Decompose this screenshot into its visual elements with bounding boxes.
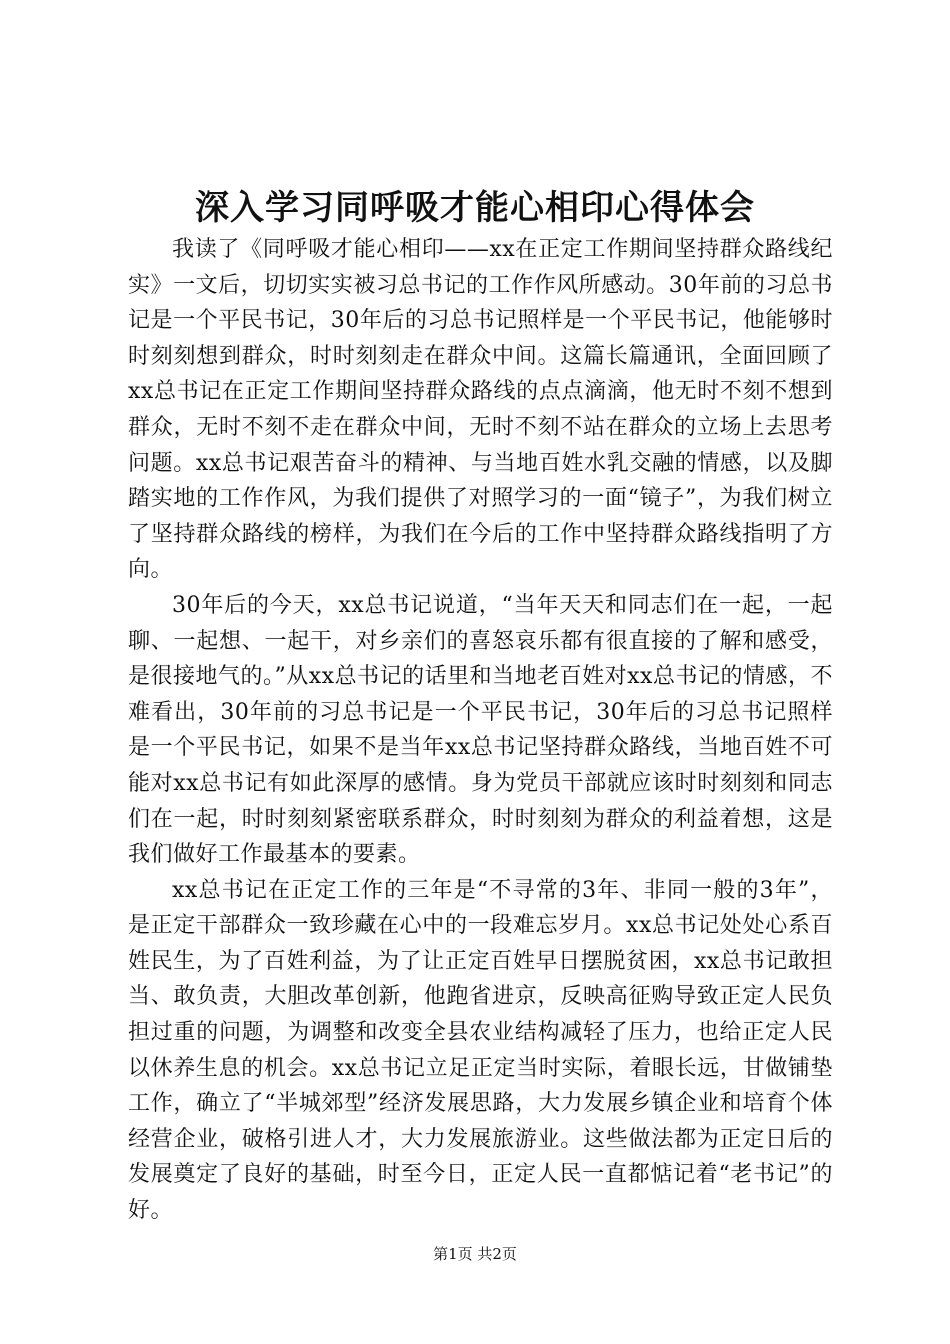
paragraph-3: xx总书记在正定工作的三年是“不寻常的3年、非同一般的3年”，是正定干部群众一致珍藏在心中的一段难忘岁月。xx总书记处处心系百姓民生，为了百姓利益，为了让正定百姓早日摆脱贫困，xx总书记敢担当、敢负责，大胆改革创新，他跑省进京，反映高征购导致正定人民负担过重的问题，为调整和改变全县农业结构减轻了压力，也给正定人民以休养生息的机会。xx总书记立足正定当时实际，着眼长远，甘做铺垫工作，确立了“半城郊型”经济发展思路，大力发展乡镇企业和培育个体经营企业，破格引进人才，大力发展旅游业。这些做法都为正定日后的发展奠定了良好的基础，时至今日，正定人民一直都惦记着“老书记”的好。 <box>128 877 833 1224</box>
document-body <box>128 232 833 1229</box>
paragraph-1: 我读了《同呼吸才能心相印——xx在正定工作期间坚持群众路线纪实》一文后，切切实实被习总书记的工作作风所感动。30年前的习总书记是一个平民书记，30年后的习总书记照样是一个平民书记，他能够时时刻刻想到群众，时时刻刻走在群众中间。这篇长篇通讯，全面回顾了xx总书记在正定工作期间坚持群众路线的点点滴滴，他无时不刻不想到群众，无时不刻不走在群众中间，无时不刻不站在群众的立场上去思考问题。xx总书记艰苦奋斗的精神、与当地百姓水乳交融的情感，以及脚踏实地的工作作风，为我们提供了对照学习的一面“镜子”，为我们树立了坚持群众路线的榜样，为我们在今后的工作中坚持群众路线指明了方向。 <box>128 237 833 583</box>
paragraph-2: 30年后的今天，xx总书记说道，“当年天天和同志们在一起，一起聊、一起想、一起干，对乡亲们的喜怒哀乐都有很直接的了解和感受，是很接地气的。”从xx总书记的话里和当地老百姓对xx总书记的情感，不难看出，30年前的习总书记是一个平民书记，30年后的习总书记照样是一个平民书记，如果不是当年xx总书记坚持群众路线，当地百姓不可能对xx总书记有如此深厚的感情。身为党员干部就应该时时刻刻和同志们在一起，时时刻刻紧密联系群众，时时刻刻为群众的利益着想，这是我们做好工作最基本的要素。 <box>128 592 833 868</box>
document-title: 深入学习同呼吸才能心相印心得体会 <box>195 188 755 228</box>
page-number-footer: 第1页 共2页 <box>433 1245 517 1263</box>
